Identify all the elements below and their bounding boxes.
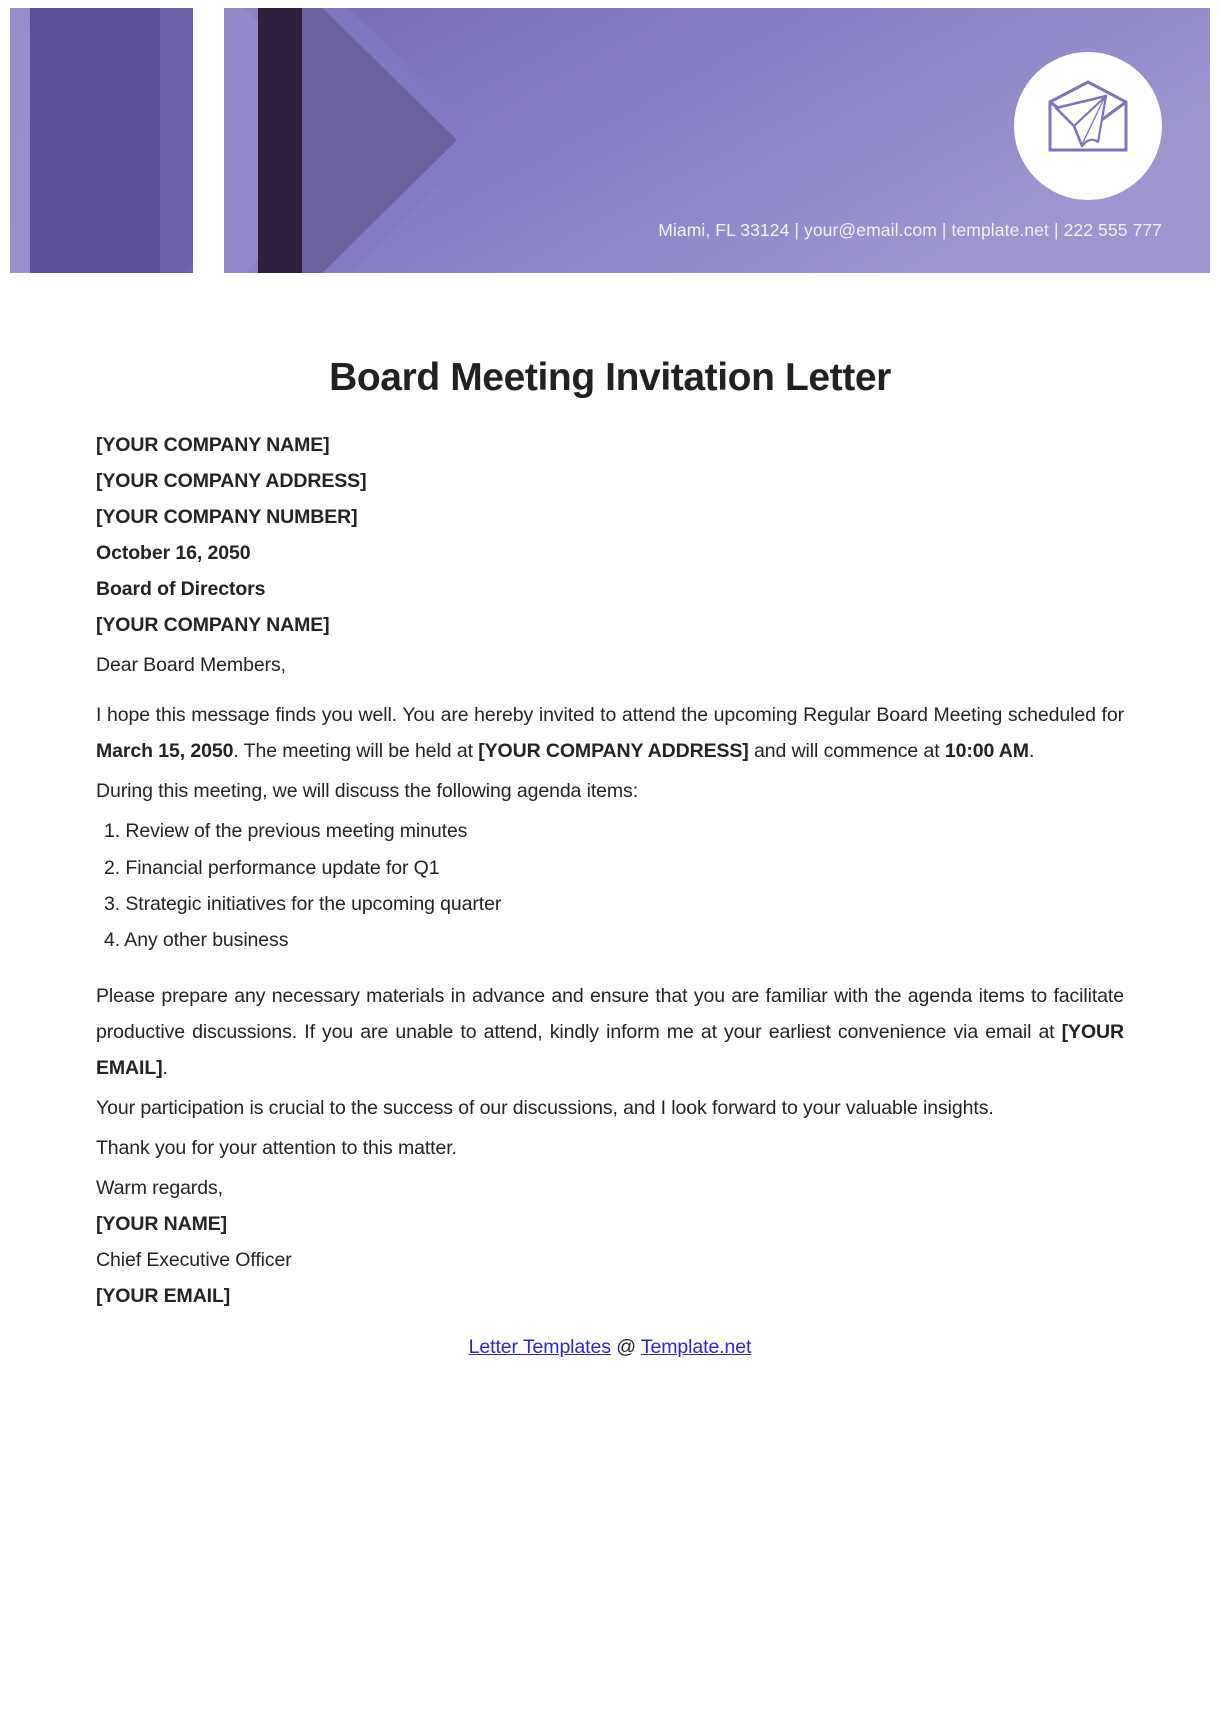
address-line-recipient: Board of Directors: [96, 577, 266, 600]
paragraph-invitation-bold-address: [YOUR COMPANY ADDRESS]: [478, 740, 749, 763]
paragraph-preparation-text-2: .: [162, 1056, 168, 1079]
address-line-recipient-company: [YOUR COMPANY NAME]: [96, 613, 330, 636]
paragraph-invitation-bold-date: March 15, 2050: [96, 740, 234, 763]
paragraph-participation: Your participation is crucial to the success of our discussions, and I look forward to your valuable insights.: [96, 1096, 994, 1119]
agenda-item: 4. Any other business: [104, 928, 289, 951]
paragraph-invitation-bold-time: 10:00 AM: [944, 740, 1029, 763]
envelope-paper-plane-icon: [1036, 74, 1140, 178]
paragraph-invitation: [96, 697, 1124, 769]
paragraph-invitation-text-4: .: [1028, 740, 1035, 763]
paragraph-invitation-text-3: and will commence at: [748, 740, 945, 763]
address-line-company-number: [YOUR COMPANY NUMBER]: [96, 505, 358, 528]
signature-email: [YOUR EMAIL]: [96, 1285, 231, 1308]
paragraph-invitation-text-1: I hope this message finds you well. You are hereby invited to attend the upcoming Regular Board Meeting scheduled for: [96, 704, 1124, 727]
letter-document: [0, 273, 1220, 1359]
logo-circle: [1014, 52, 1162, 200]
signature-role: Chief Executive Officer: [96, 1249, 292, 1272]
signature-name: [YOUR NAME]: [96, 1213, 228, 1236]
address-line-company-name: [YOUR COMPANY NAME]: [96, 433, 330, 456]
address-line-company-address: [YOUR COMPANY ADDRESS]: [96, 469, 367, 492]
footer-link-template-net[interactable]: Template.net: [640, 1336, 752, 1359]
paragraph-thanks: Thank you for your attention to this matter.: [96, 1136, 457, 1159]
footer-credit: [96, 1336, 1124, 1359]
footer-separator: @: [610, 1336, 641, 1359]
paragraph-preparation: [96, 978, 1124, 1086]
address-line-date: October 16, 2050: [96, 541, 251, 564]
salutation: Dear Board Members,: [96, 654, 286, 677]
agenda-intro: During this meeting, we will discuss the following agenda items:: [96, 780, 639, 803]
agenda-list: [96, 813, 1124, 957]
closing-line: Warm regards,: [96, 1177, 223, 1200]
paragraph-preparation-text-1: Please prepare any necessary materials in advance and ensure that you are familiar with the agenda items to facilitate productive discussions. If you are unable to attend, kindly inform me at your earliest convenience via email at: [96, 984, 1124, 1043]
footer-link-letter-templates[interactable]: Letter Templates: [468, 1336, 611, 1359]
address-block: [96, 433, 1124, 636]
header-banner: [10, 8, 1210, 273]
agenda-item: 2. Financial performance update for Q1: [104, 856, 440, 879]
agenda-item: 3. Strategic initiatives for the upcoming quarter: [104, 892, 502, 915]
header-contact-line: Miami, FL 33124 | your@email.com | template.net | 222 555 777: [658, 220, 1162, 240]
page-title: Board Meeting Invitation Letter: [329, 356, 891, 399]
paragraph-preparation-bold-email: [YOUR EMAIL]: [96, 1020, 1124, 1079]
agenda-item: 1. Review of the previous meeting minutes: [104, 820, 468, 843]
paragraph-invitation-text-2: . The meeting will be held at: [233, 740, 479, 763]
